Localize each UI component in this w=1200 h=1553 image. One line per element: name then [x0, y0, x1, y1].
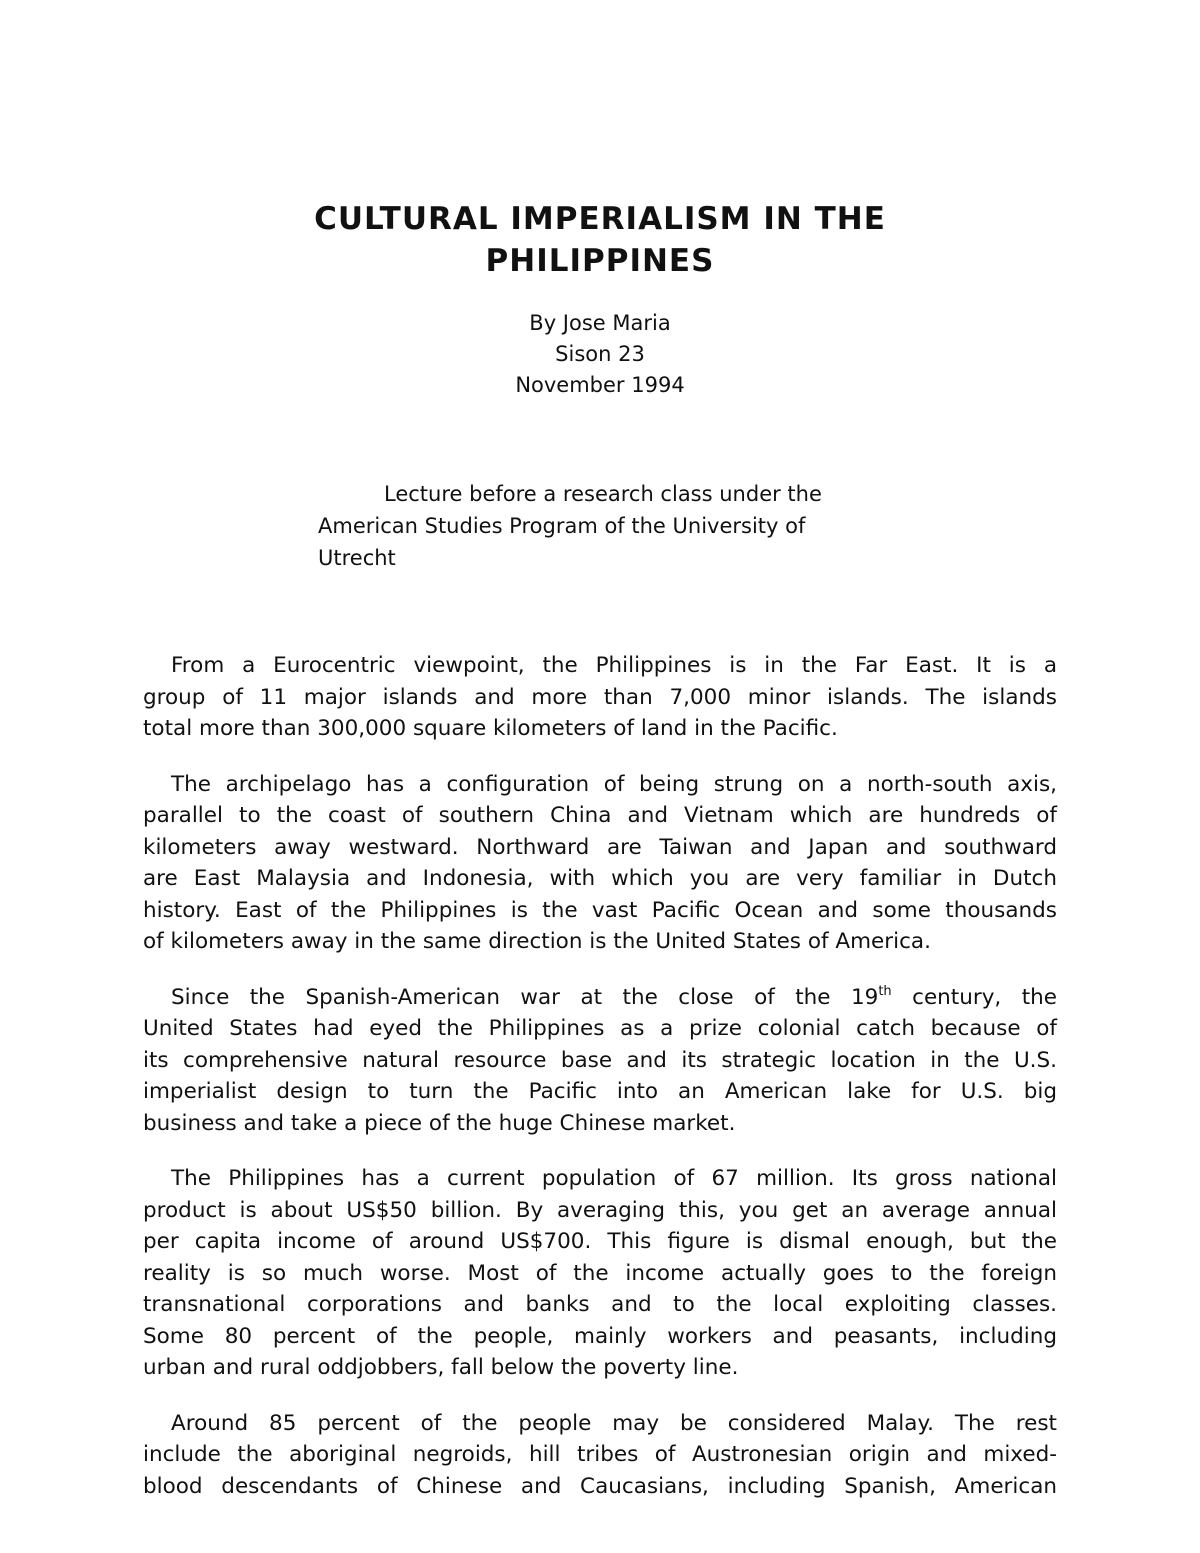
- lecture-line: Utrecht: [318, 546, 396, 570]
- text-line: history. East of the Philippines is the vast Pacific Ocean and some thousands: [143, 897, 1057, 923]
- byline-line: Sison 23: [555, 342, 645, 366]
- text-line: transnational corporations and banks and to the local exploiting classes.: [143, 1292, 1057, 1317]
- text-line: [143, 982, 1057, 1014]
- text-line: Some 80 percent of the people, mainly workers and peasants, including: [143, 1323, 1057, 1349]
- text-line: parallel to the coast of southern China and Vietnam which are hundreds of: [143, 803, 1057, 828]
- text-line: per capita income of around US$700. This figure is dismal enough, but the: [143, 1229, 1057, 1254]
- text-line: of kilometers away in the same direction is the United States of America.: [143, 929, 931, 954]
- text-line: product is about US$50 billion. By averaging this, you get an average annual: [143, 1197, 1057, 1223]
- author-byline: [300, 308, 900, 401]
- text-line: Around 85 percent of the people may be considered Malay. The rest: [171, 1410, 1057, 1436]
- text-line: group of 11 major islands and more than 7,000 minor islands. The islands: [143, 684, 1057, 710]
- paragraph: [143, 1408, 1057, 1503]
- text-line: include the aboriginal negroids, hill tribes of Austronesian origin and mixed-: [143, 1442, 1057, 1467]
- title-line: CULTURAL IMPERIALISM IN THE: [314, 201, 886, 237]
- paragraph: [143, 650, 1057, 745]
- lecture-note: [318, 478, 918, 574]
- byline-line: By Jose Maria: [529, 311, 671, 335]
- paragraph: [143, 769, 1057, 958]
- text-line: reality is so much worse. Most of the income actually goes to the foreign: [143, 1260, 1057, 1286]
- lecture-line: Lecture before a research class under the: [384, 482, 822, 506]
- ordinal-suffix: th: [878, 983, 892, 999]
- text-line: business and take a piece of the huge Chinese market.: [143, 1110, 736, 1136]
- text-line: The archipelago has a configuration of being strung on a north-south axis,: [171, 771, 1057, 797]
- paragraph: [143, 1163, 1057, 1384]
- text-fragment: Since the Spanish-American war at the close of the 19: [171, 984, 879, 1010]
- text-line: urban and rural oddjobbers, fall below the poverty line.: [143, 1355, 739, 1380]
- text-line: The Philippines has a current population of 67 million. Its gross national: [171, 1166, 1057, 1191]
- text-line: United States had eyed the Philippines as a prize colonial catch because of: [143, 1016, 1057, 1041]
- document-title: [200, 198, 1000, 282]
- body-text: [143, 650, 1057, 1526]
- text-line: total more than 300,000 square kilometers of land in the Pacific.: [143, 716, 838, 741]
- text-fragment: century, the: [891, 984, 1057, 1010]
- text-line: From a Eurocentric viewpoint, the Philippines is in the Far East. It is a: [171, 653, 1057, 678]
- text-line: kilometers away westward. Northward are Taiwan and Japan and southward: [143, 834, 1057, 860]
- text-line: its comprehensive natural resource base and its strategic location in the U.S.: [143, 1047, 1057, 1073]
- paragraph: [143, 982, 1057, 1140]
- text-line: are East Malaysia and Indonesia, with which you are very familiar in Dutch: [143, 866, 1057, 891]
- lecture-line: American Studies Program of the University of: [318, 514, 806, 538]
- byline-line: November 1994: [515, 373, 685, 397]
- title-line: PHILIPPINES: [485, 243, 715, 279]
- text-line: imperialist design to turn the Pacific into an American lake for U.S. big: [143, 1079, 1057, 1104]
- text-line: blood descendants of Chinese and Caucasians, including Spanish, American: [143, 1473, 1057, 1499]
